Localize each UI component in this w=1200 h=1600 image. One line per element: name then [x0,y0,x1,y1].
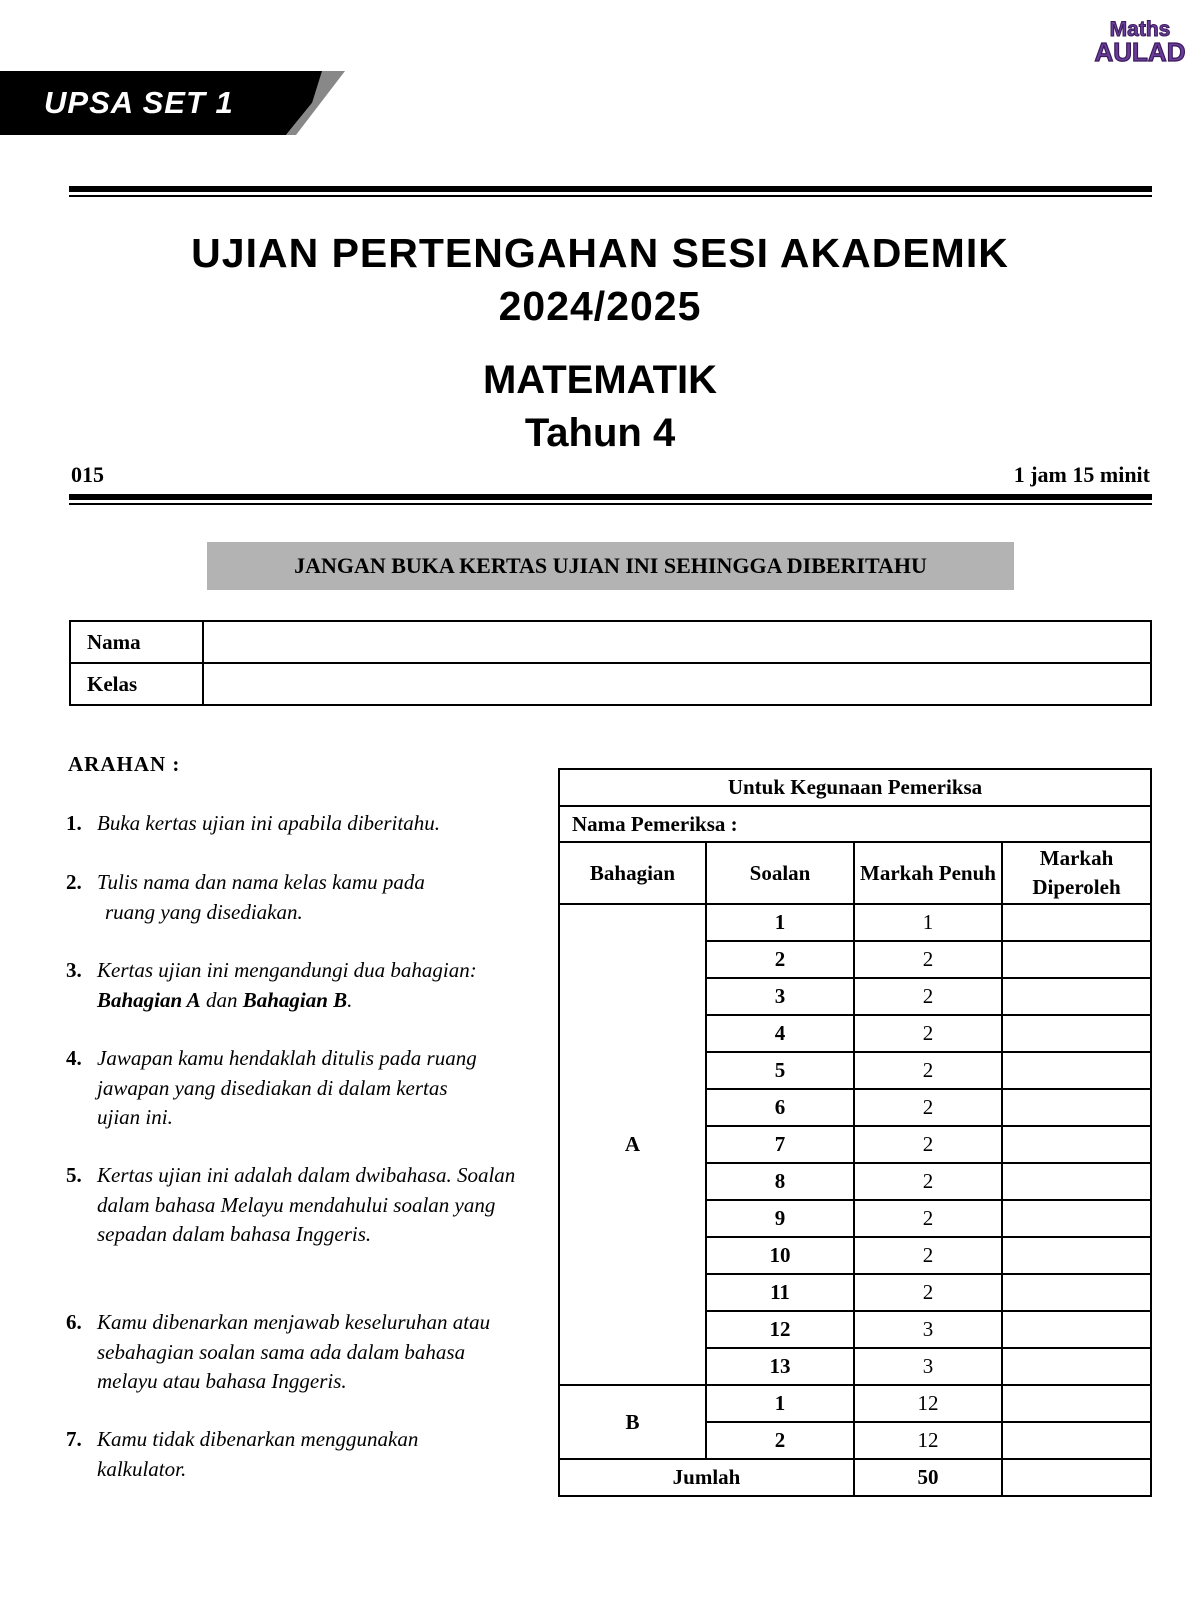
obtained-mark-cell[interactable] [1002,1163,1151,1200]
top-rule-thin [69,195,1152,197]
top-rule-thick [69,186,1152,192]
instruction-item: 6. Kamu dibenarkan menjawab keseluruhan atau sebahagian soalan sama ada dalam bahasa melayu atau bahasa Inggeris. [66,1310,491,1393]
section-a-cell: A [559,904,706,1385]
class-label: Kelas [70,663,203,705]
warning-banner: JANGAN BUKA KERTAS UJIAN INI SEHINGGA DIBERITAHU [207,542,1014,590]
maths-aulad-logo [1090,18,1190,67]
full-mark: 2 [854,941,1002,978]
full-mark: 2 [854,1126,1002,1163]
obtained-mark-cell[interactable] [1002,1052,1151,1089]
full-mark: 2 [854,1052,1002,1089]
full-mark: 3 [854,1311,1002,1348]
question-number: 12 [706,1311,854,1348]
instructions-heading: ARAHAN : [68,752,181,776]
name-label: Nama [70,621,203,663]
total-full-mark: 50 [854,1459,1002,1496]
full-mark: 2 [854,1015,1002,1052]
instruction-item: 1. Buka kertas ujian ini apabila diberitahu. [66,811,440,835]
obtained-mark-cell[interactable] [1002,1126,1151,1163]
instruction-item: 4. Jawapan kamu hendaklah ditulis pada ruang jawapan yang disediakan di dalam kertas ujian ini. [66,1046,477,1129]
obtained-mark-cell[interactable] [1002,941,1151,978]
full-mark: 12 [854,1385,1002,1422]
examiner-table-title: Untuk Kegunaan Pemeriksa [559,769,1151,806]
question-number: 3 [706,978,854,1015]
full-mark: 2 [854,978,1002,1015]
total-label: Jumlah [559,1459,854,1496]
question-number: 4 [706,1015,854,1052]
instruction-item: 2. Tulis nama dan nama kelas kamu pada ruang yang disediakan. [66,870,425,924]
full-mark: 1 [854,904,1002,941]
obtained-mark-cell[interactable] [1002,1237,1151,1274]
class-field[interactable] [203,663,1151,705]
question-number: 2 [706,941,854,978]
question-number: 8 [706,1163,854,1200]
logo-line2: AULAD [1094,37,1186,67]
name-field[interactable] [203,621,1151,663]
obtained-mark-cell[interactable] [1002,1089,1151,1126]
total-obtained-cell[interactable] [1002,1459,1151,1496]
bottom-rule-thin [69,503,1152,505]
examiner-marks-table [558,768,1152,1497]
question-number: 5 [706,1052,854,1089]
exam-title: UJIAN PERTENGAHAN SESI AKADEMIK [191,230,1009,276]
obtained-mark-cell[interactable] [1002,1311,1151,1348]
subject-title: MATEMATIK [482,358,718,402]
question-number: 2 [706,1422,854,1459]
question-number: 11 [706,1274,854,1311]
col-markah-penuh: Markah Penuh [854,842,1002,904]
question-number: 9 [706,1200,854,1237]
instruction-item: 5. Kertas ujian ini adalah dalam dwibahasa. Soalan dalam bahasa Melayu mendahului soalan yang sepadan dalam bahasa Inggeris. [66,1163,516,1246]
full-mark: 3 [854,1348,1002,1385]
full-mark: 2 [854,1274,1002,1311]
col-soalan: Soalan [706,842,854,904]
question-number: 13 [706,1348,854,1385]
full-mark: 2 [854,1163,1002,1200]
col-bahagian: Bahagian [559,842,706,904]
logo-line1: Maths [1109,18,1171,41]
obtained-mark-cell[interactable] [1002,904,1151,941]
set-banner [0,71,345,135]
full-mark: 2 [854,1237,1002,1274]
examiner-name-label: Nama Pemeriksa : [559,806,1151,842]
col-markah-diperoleh: Markah Diperoleh [1002,842,1151,904]
year-title: Tahun 4 [524,411,676,455]
obtained-mark-cell[interactable] [1002,978,1151,1015]
question-number: 1 [706,1385,854,1422]
student-info-table [69,620,1152,706]
question-number: 6 [706,1089,854,1126]
exam-session: 2024/2025 [498,283,702,329]
exam-duration: 1 jam 15 minit [1013,462,1150,487]
obtained-mark-cell[interactable] [1002,1015,1151,1052]
banner-label: UPSA SET 1 [44,85,234,120]
section-b-cell: B [559,1385,706,1459]
obtained-mark-cell[interactable] [1002,1422,1151,1459]
full-mark: 2 [854,1089,1002,1126]
bottom-rule-thick [69,494,1152,500]
question-number: 1 [706,904,854,941]
paper-code: 015 [71,462,104,487]
obtained-mark-cell[interactable] [1002,1200,1151,1237]
full-mark: 2 [854,1200,1002,1237]
obtained-mark-cell[interactable] [1002,1348,1151,1385]
obtained-mark-cell[interactable] [1002,1274,1151,1311]
question-number: 10 [706,1237,854,1274]
obtained-mark-cell[interactable] [1002,1385,1151,1422]
full-mark: 12 [854,1422,1002,1459]
instruction-item: 7. Kamu tidak dibenarkan menggunakan kalkulator. [66,1427,419,1481]
instruction-item: 3. Kertas ujian ini mengandungi dua bahagian: Bahagian A dan Bahagian B. [66,958,477,1012]
question-number: 7 [706,1126,854,1163]
